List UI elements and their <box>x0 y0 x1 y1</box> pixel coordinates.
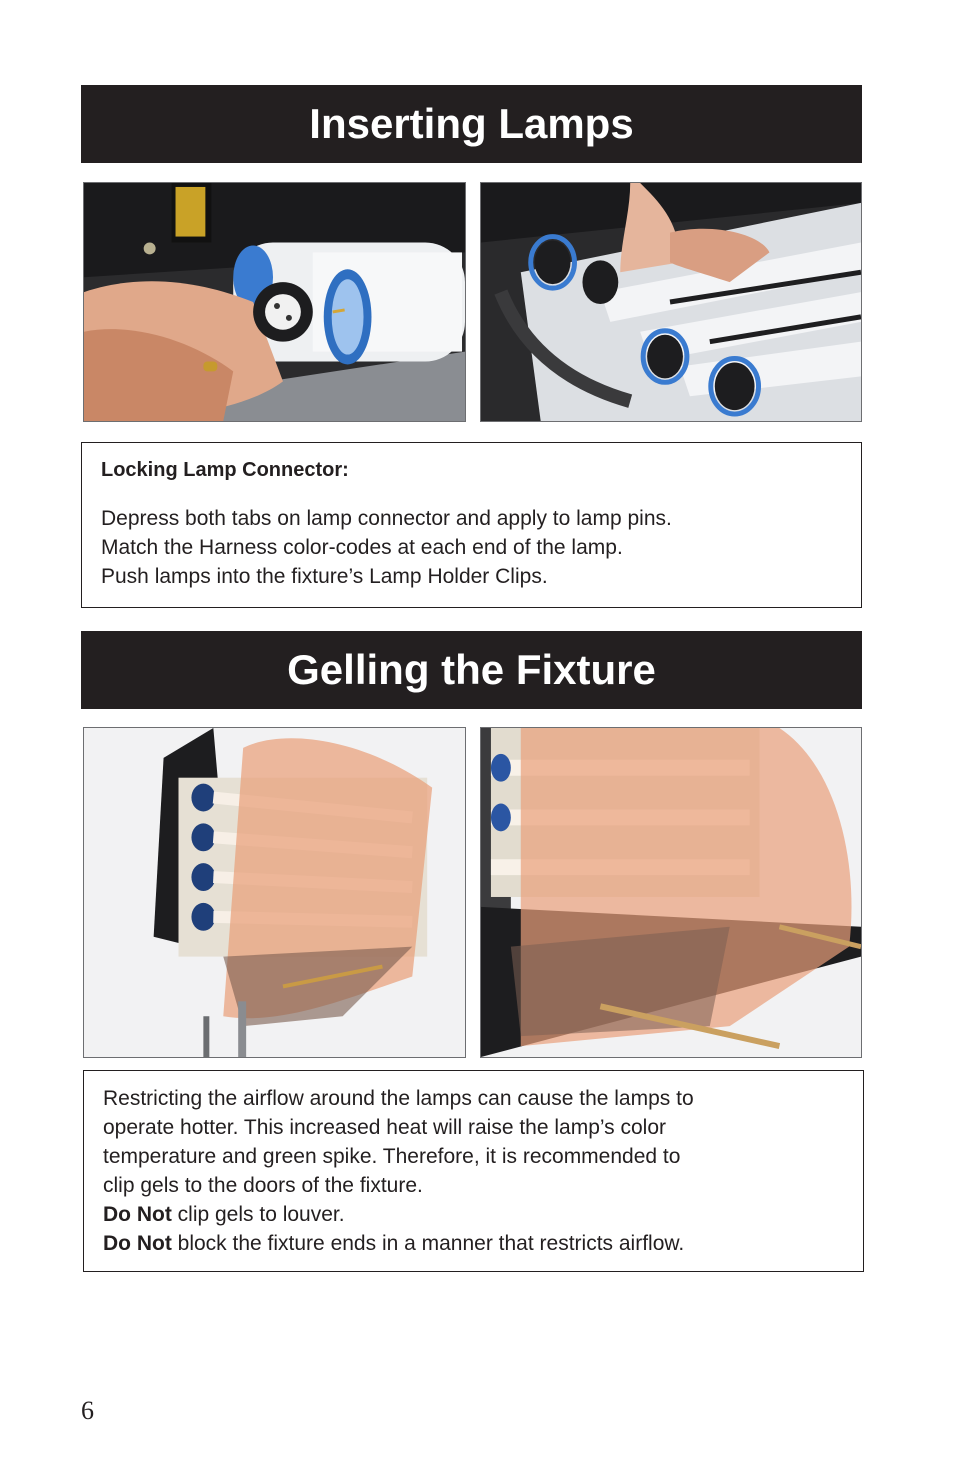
gel-instructions-box <box>83 1070 864 1272</box>
connector-line: Depress both tabs on lamp connector and apply to lamp pins. <box>101 507 672 530</box>
gel-warning-louver <box>103 1200 694 1229</box>
warning-text: block the fixture ends in a manner that restricts airflow. <box>171 1232 685 1255</box>
page-number: 6 <box>81 1396 94 1425</box>
photo-gel-clip-closeup <box>480 727 862 1058</box>
section-title-gelling-the-fixture <box>81 631 862 709</box>
gel-warning-airflow <box>103 1229 694 1258</box>
section-title-inserting-lamps <box>81 85 862 163</box>
gel-instructions <box>103 1084 694 1258</box>
connector-instructions <box>101 504 672 591</box>
connector-instructions-box <box>81 442 862 608</box>
section-title-text: Gelling the Fixture <box>287 646 656 693</box>
gel-line: Restricting the airflow around the lamps can cause the lamps to <box>103 1087 694 1110</box>
photo-lamp-connector <box>83 182 466 422</box>
photo-gel-fixture-side <box>83 727 466 1058</box>
warning-emphasis: Do Not <box>103 1203 172 1226</box>
warning-text: clip gels to louver. <box>171 1203 345 1226</box>
gel-line: clip gels to the doors of the fixture. <box>103 1174 423 1197</box>
warning-emphasis: Do Not <box>103 1232 172 1255</box>
section-title-text: Inserting Lamps <box>309 100 634 147</box>
connector-line: Push lamps into the fixture’s Lamp Holder Clips. <box>101 565 548 588</box>
gel-line: temperature and green spike. Therefore, it is recommended to <box>103 1145 681 1168</box>
gel-line: operate hotter. This increased heat will raise the lamp’s color <box>103 1116 667 1139</box>
photo-inserting-lamps <box>480 182 862 422</box>
connector-line: Match the Harness color-codes at each end of the lamp. <box>101 536 623 559</box>
connector-heading: Locking Lamp Connector: <box>101 459 349 481</box>
